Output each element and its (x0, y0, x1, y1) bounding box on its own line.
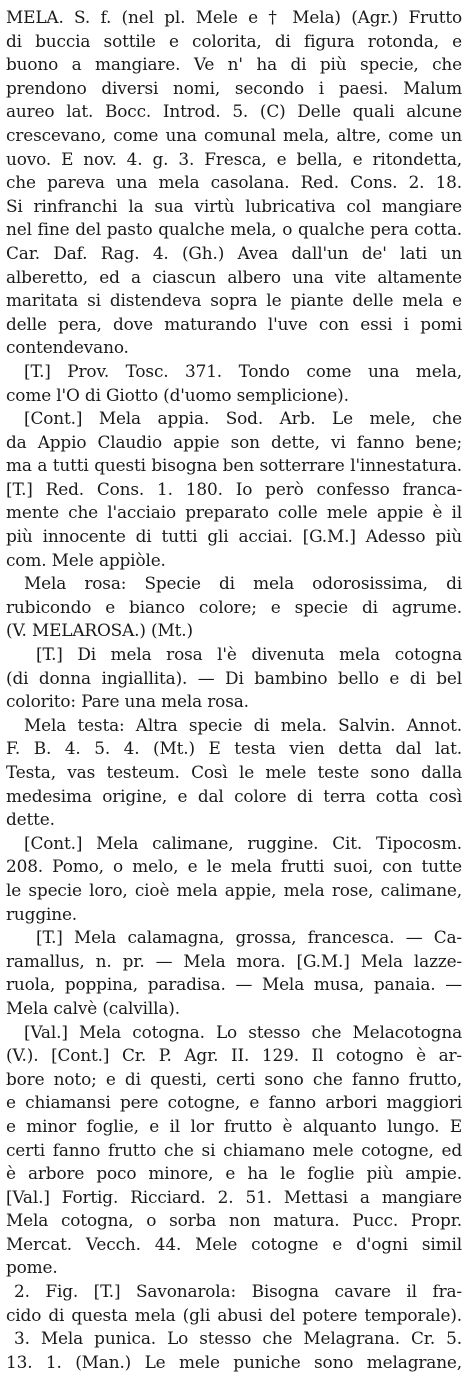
text-line: rubicondo e bianco colore; e specie di agrume. (6, 596, 462, 617)
text-line: 2. Fig. [T.] Savonarola: Bisogna cavare il fra- (14, 1281, 462, 1302)
text-line: 13. 1. (Man.) Le mele puniche sono melagrane, (6, 1351, 462, 1372)
text-line: [T.] Red. Cons. 1. 180. Io però confesso franca- (6, 478, 462, 499)
text-line: Mela rosa: Specie di mela odorosissima, di (24, 573, 462, 594)
text-line: crescevano, come una comunal mela, altre, come un (6, 124, 462, 145)
text-line: Mela cotogna, o sorba non matura. Pucc. Propr. (6, 1210, 462, 1231)
text-line: Testa, vas testeum. Così le mele teste sono dalla (6, 762, 462, 782)
text-line: e minor foglie, e il lor frutto è alquanto lungo. E (6, 1115, 462, 1136)
text-line: aureo lat. Bocc. Introd. 5. (C) Delle quali alcune (6, 101, 462, 122)
text-line: come l'O di Giotto (d'uomo semplicione). (6, 384, 349, 405)
text-line: [Cont.] Mela calimane, ruggine. Cit. Tipocosm. (24, 832, 462, 853)
text-line: cido di questa mela (gli abusi del potere temporale). (6, 1304, 462, 1325)
text-line: maritata si distendeva sopra le piante delle mela e (6, 290, 462, 311)
text-line: Mela calvè (calvilla). (6, 997, 180, 1018)
text-line: [Val.] Fortig. Ricciard. 2. 51. Mettasi a mangiare (6, 1186, 462, 1207)
text-line: [T.] Di mela rosa l'è divenuta mela cotogna (36, 644, 462, 665)
text-line: le specie loro, cioè mela appie, mela rose, calimane, (6, 879, 462, 900)
text-line: colorito: Pare una mela rosa. (6, 691, 249, 712)
text-line: Car. Daf. Rag. 4. (Gh.) Avea dall'un de' lati un (6, 242, 462, 263)
text-line: e chiamansi pere cotogne, e fanno arbori maggiori (6, 1092, 462, 1113)
text-line: da Appio Claudio appie son dette, vi fanno bene; (6, 431, 462, 452)
text-line: (V.). [Cont.] Cr. P. Agr. II. 129. Il cotogno è ar- (6, 1045, 462, 1066)
text-line: [Cont.] Mela appia. Sod. Arb. Le mele, che (24, 408, 462, 429)
text-line: nel fine del pasto qualche mela, o qualche pera cotta. (6, 219, 462, 240)
text-line: (di donna ingiallita). — Di bambino bello e di bel (6, 667, 462, 688)
text-line: che pareva una mela casolana. Red. Cons. 2. 18. (6, 172, 462, 193)
text-line: prendono diversi nomi, secondo i paesi. Malum (6, 77, 462, 98)
text-line: dette. (6, 809, 55, 830)
text-line: ramallus, n. pr. — Mela mora. [G.M.] Mela lazze- (6, 950, 462, 971)
text-line: più innocente di tutti gli acciai. [G.M.] Adesso più (6, 526, 462, 547)
text-line: pome. (6, 1257, 58, 1278)
text-line: Mela testa: Altra specie di mela. Salvin. Annot. (24, 714, 462, 735)
text-line: ruggine. (6, 903, 78, 924)
text-line: (V. MELAROSA.) (Mt.) (6, 620, 193, 641)
text-line: 3. Mela punica. Lo stesso che Melagrana. Cr. 5. (14, 1328, 462, 1349)
text-line: [T.] Prov. Tosc. 371. Tondo come una mela, (24, 360, 462, 381)
text-line: ma a tutti questi bisogna ben sotterrare l'innestatura. (6, 455, 462, 476)
text-line: Mercat. Vecch. 44. Mele cotogne e d'ogni simil (6, 1233, 462, 1254)
text-line: MELA. S. f. (nel pl. Mele e † Mela) (Agr.) Frutto (6, 7, 462, 27)
text-line: buono a mangiare. Ve n' ha di più specie, che (6, 54, 462, 75)
text-line: ruola, poppina, paradisa. — Mela musa, panaia. — (6, 974, 462, 995)
text-line: delle pera, dove maturando l'uve con essi i pomi (6, 313, 462, 334)
dictionary-entry-mela (6, 6, 462, 1374)
text-line: alberetto, ed a ciascun albero una vite altamente (6, 266, 462, 287)
text-line: bore noto; e di questi, certi sono che fanno frutto, (6, 1068, 462, 1089)
text-line: contendevano. (6, 337, 129, 358)
text-line: Si rinfranchi la sua virtù lubricativa col mangiare (6, 195, 462, 216)
text-line: com. Mele appiòle. (6, 549, 166, 570)
text-line: medesima origine, e dal colore di terra cotta così (6, 785, 462, 806)
text-line: [Val.] Mela cotogna. Lo stesso che Melacotogna (24, 1021, 462, 1042)
text-line: certi fanno frutto che si chiamano mele cotogne, ed (6, 1139, 462, 1160)
text-line: uovo. E nov. 4. g. 3. Fresca, e bella, e ritondetta, (6, 148, 462, 169)
text-line: mente che l'acciaio preparato colle mele appie è il (6, 502, 462, 523)
text-line: F. B. 4. 5. 4. (Mt.) E testa vien detta dal lat. (6, 738, 462, 759)
text-line: 208. Pomo, o melo, e le mela frutti suoi, con tutte (6, 856, 462, 877)
text-line: di buccia sottile e colorita, di figura rotonda, e (6, 30, 462, 51)
text-line: è arbore poco minore, e ha le foglie più ampie. (6, 1163, 462, 1184)
text-line: [T.] Mela calamagna, grossa, francesca. — Ca- (36, 927, 462, 948)
